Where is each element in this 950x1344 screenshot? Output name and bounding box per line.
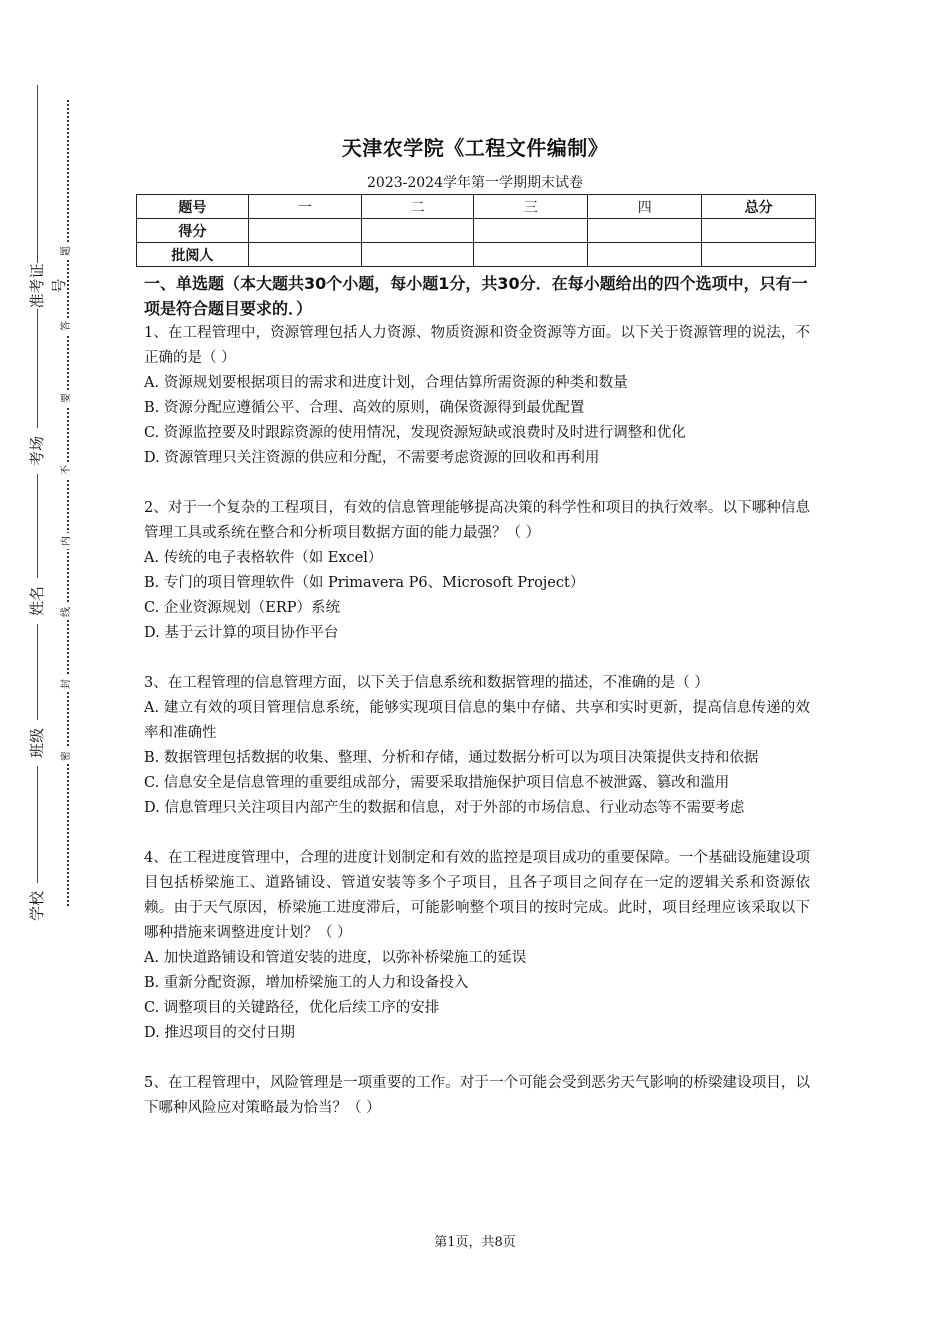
score-row-label: 得分 — [137, 219, 249, 243]
score-cell — [361, 243, 474, 267]
option-b: B. 数据管理包括数据的收集、整理、分析和存储，通过数据分析可以为项目决策提供支持和依据 — [144, 750, 759, 766]
option-d: D. 基于云计算的项目协作平台 — [144, 625, 339, 641]
score-header-cell: 一 — [248, 195, 361, 219]
page-footer: 第1页，共8页 — [434, 1235, 516, 1250]
score-header-cell: 二 — [361, 195, 474, 219]
option-c: C. 企业资源规划（ERP）系统 — [144, 600, 341, 616]
seal-char: 题 — [59, 243, 75, 259]
binding-field-class: 班级 — [26, 720, 48, 766]
score-cell — [361, 219, 474, 243]
score-header-cell: 题号 — [137, 195, 249, 219]
binding-margin — [0, 0, 110, 1344]
score-table-row — [137, 243, 816, 267]
seal-char: 要 — [59, 390, 75, 406]
option-c: C. 资源监控要及时跟踪资源的使用情况，发现资源短缺或浪费时及时进行调整和优化 — [144, 425, 686, 441]
option-b: B. 资源分配应遵循公平、合理、高效的原则，确保资源得到最优配置 — [144, 400, 585, 416]
seal-char: 封 — [59, 676, 75, 692]
seal-char: 线 — [59, 604, 75, 620]
option-c: C. 调整项目的关键路径，优化后续工序的安排 — [144, 1000, 440, 1016]
binding-field-exam-id: 准考证号 — [28, 263, 68, 309]
seal-char: 密 — [59, 748, 75, 764]
question-5 — [144, 1071, 810, 1121]
option-d: D. 推迟项目的交付日期 — [144, 1025, 295, 1041]
score-table-row — [137, 219, 816, 243]
question-text: 2、对于一个复杂的工程项目，有效的信息管理能够提高决策的科学性和项目的执行效率。以下哪种信息管理工具或系统在整合和分析项目数据方面的能力最强？（ ） — [144, 500, 810, 541]
option-d: D. 信息管理只关注项目内部产生的数据和信息，对于外部的市场信息、行业动态等不需要考虑 — [144, 800, 745, 816]
question-2 — [144, 496, 810, 646]
score-cell — [588, 219, 702, 243]
section-heading: 一、单选题（本大题共30个小题，每小题1分，共30分．在每小题给出的四个选项中，只有一项是符合题目要求的．） — [144, 274, 808, 318]
question-text: 1、在工程管理中，资源管理包括人力资源、物质资源和资金资源等方面。以下关于资源管理的说法，不正确的是（ ） — [144, 325, 810, 366]
option-b: B. 重新分配资源，增加桥梁施工的人力和设备投入 — [144, 975, 469, 991]
score-cell — [702, 243, 816, 267]
question-1 — [144, 321, 810, 471]
score-cell — [248, 243, 361, 267]
binding-solid-line — [37, 85, 38, 925]
binding-field-school: 学校 — [26, 883, 48, 929]
score-table — [136, 194, 816, 267]
score-header-cell: 三 — [474, 195, 588, 219]
score-header-cell: 四 — [588, 195, 702, 219]
seal-char: 内 — [59, 533, 75, 549]
exam-content — [144, 271, 810, 1121]
score-table-header — [137, 195, 816, 219]
score-cell — [702, 219, 816, 243]
option-d: D. 资源管理只关注资源的供应和分配，不需要考虑资源的回收和再利用 — [144, 450, 600, 466]
option-a: A. 加快道路铺设和管道安装的进度，以弥补桥梁施工的延误 — [144, 950, 527, 966]
seal-dotted-line — [67, 100, 69, 906]
question-text: 3、在工程管理的信息管理方面，以下关于信息系统和数据管理的描述，不准确的是（ ） — [144, 675, 709, 691]
question-3 — [144, 671, 810, 821]
option-a: A. 建立有效的项目管理信息系统，能够实现项目信息的集中存储、共享和实时更新，提高信息传递的效率和准确性 — [144, 700, 810, 741]
exam-subtitle: 2023-2024学年第一学期期末试卷 — [367, 175, 583, 191]
option-a: A. 传统的电子表格软件（如 Excel） — [144, 550, 383, 566]
score-header-cell: 总分 — [702, 195, 816, 219]
option-c: C. 信息安全是信息管理的重要组成部分，需要采取措施保护项目信息不被泄露、篡改和滥用 — [144, 775, 730, 791]
score-cell — [248, 219, 361, 243]
binding-field-name: 姓名 — [26, 578, 48, 624]
seal-char: 答 — [59, 318, 75, 334]
question-4 — [144, 846, 810, 1046]
score-cell — [588, 243, 702, 267]
score-cell — [474, 243, 588, 267]
option-b: B. 专门的项目管理软件（如 Primavera P6、Microsoft Project） — [144, 575, 585, 591]
exam-title: 天津农学院《工程文件编制》 — [341, 136, 609, 160]
binding-field-exam-room: 考场 — [26, 428, 48, 474]
question-text: 5、在工程管理中，风险管理是一项重要的工作。对于一个可能会受到恶劣天气影响的桥梁建设项目，以下哪种风险应对策略最为恰当？（ ） — [144, 1075, 810, 1116]
score-row-label: 批阅人 — [137, 243, 249, 267]
seal-char: 不 — [59, 462, 75, 478]
option-a: A. 资源规划要根据项目的需求和进度计划，合理估算所需资源的种类和数量 — [144, 375, 628, 391]
question-text: 4、在工程进度管理中，合理的进度计划制定和有效的监控是项目成功的重要保障。一个基础设施建设项目包括桥梁施工、道路铺设、管道安装等多个子项目，且各子项目之间存在一定的逻辑关系和资源依赖。由于天气原因，桥梁施工进度滞后，可能影响整个项目的按时完成。此时，项目经理应该采取以下哪种措施来调整进度计划？（ ） — [144, 850, 810, 941]
score-cell — [474, 219, 588, 243]
